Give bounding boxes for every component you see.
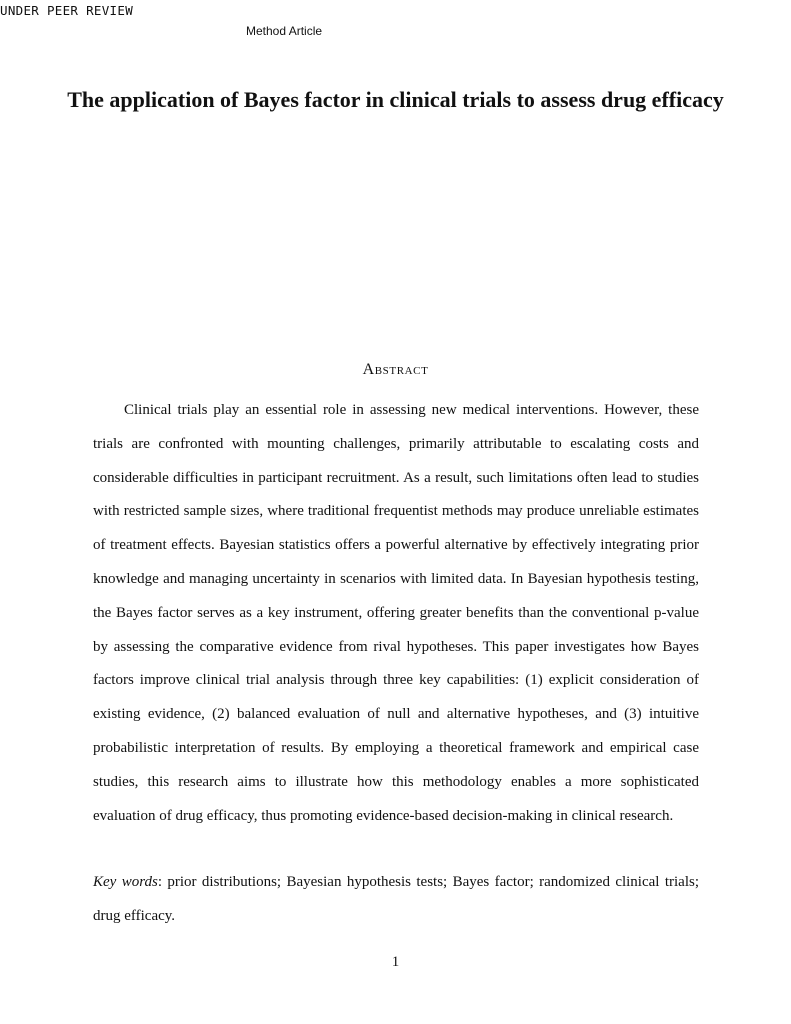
abstract-heading: Abstract bbox=[362, 361, 429, 378]
keywords-list: : prior distributions; Bayesian hypothesis tests; Bayes factor; randomized clinical trials; drug efficacy. bbox=[93, 874, 699, 924]
article-type-label: Method Article bbox=[246, 24, 323, 38]
keywords-paragraph bbox=[93, 866, 699, 934]
peer-review-watermark: UNDER PEER REVIEW bbox=[0, 3, 134, 18]
keywords-label: Key words bbox=[93, 874, 158, 890]
paper-title: The application of Bayes factor in clinical trials to assess drug efficacy bbox=[67, 87, 724, 112]
abstract-text: Clinical trials play an essential role in assessing new medical interventions. However, these trials are confronted with mounting challenges, primarily attributable to escalating costs and considerable difficulties in participant recruitment. As a result, such limitations often lead to studies with restricted sample sizes, where traditional frequentist methods may produce unreliable estimates of treatment effects. Bayesian statistics offers a powerful alternative by effectively integrating prior knowledge and managing uncertainty in scenarios with limited data. In Bayesian hypothesis testing, the Bayes factor serves as a key instrument, offering greater benefits than the conventional p-value by assessing the comparative evidence from rival hypotheses. This paper investigates how Bayes factors improve clinical trial analysis through three key capabilities: (1) explicit consideration of existing evidence, (2) balanced evaluation of null and alternative hypotheses, and (3) intuitive probabilistic interpretation of results. By employing a theoretical framework and empirical case studies, this research aims to illustrate how this methodology enables a more sophisticated evaluation of drug efficacy, thus promoting evidence-based decision-making in clinical research. bbox=[93, 402, 699, 824]
page-number: 1 bbox=[391, 954, 400, 970]
